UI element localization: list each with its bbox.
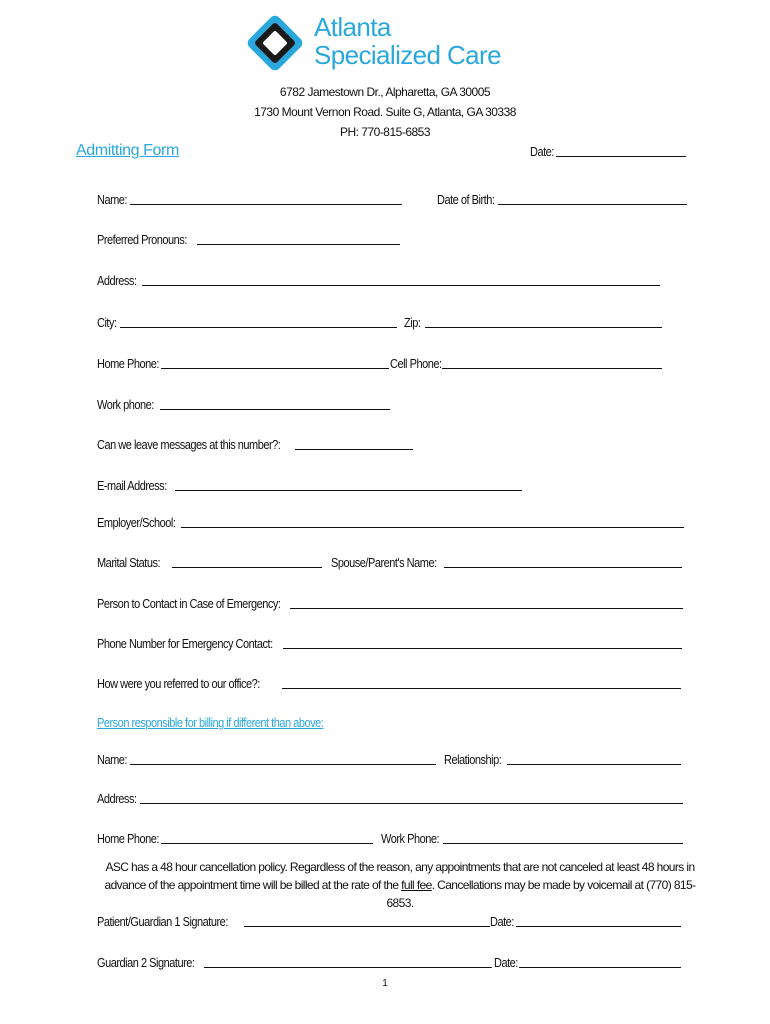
billing-name-field[interactable] (130, 764, 436, 765)
marital-label: Marital Status: (97, 556, 161, 570)
emergency-contact-field[interactable] (290, 608, 683, 609)
relationship-field[interactable] (507, 764, 681, 765)
dob-field[interactable] (498, 204, 687, 205)
address-field[interactable] (142, 285, 660, 286)
emergency-contact-label: Person to Contact in Case of Emergency: (97, 597, 281, 611)
billing-address-field[interactable] (140, 803, 683, 804)
dob-label: Date of Birth: (437, 193, 495, 207)
name-label: Name: (97, 193, 127, 207)
referred-label: How were you referred to our office?: (97, 677, 260, 691)
diamond-square-logo-icon (240, 8, 310, 78)
billing-work-phone-label: Work Phone: (381, 832, 440, 846)
billing-heading: Person responsible for billing if different than above: (97, 716, 324, 730)
logo-line-1: Atlanta (314, 12, 391, 42)
referred-field[interactable] (282, 688, 681, 689)
logo-line-2: Specialized Care (314, 40, 501, 70)
signature-1-date-field[interactable] (516, 926, 681, 927)
zip-field[interactable] (425, 327, 662, 328)
email-field[interactable] (175, 490, 522, 491)
pronouns-label: Preferred Pronouns: (97, 233, 187, 247)
marital-field[interactable] (172, 567, 322, 568)
home-phone-field[interactable] (161, 368, 389, 369)
emergency-phone-field[interactable] (283, 648, 682, 649)
policy-text-1: ASC has a 48 hour cancellation policy. Regardless of the reason, any appointments that are not canceled at least 48 hours in advance of the appointment time will be billed at the rate of the (104, 860, 695, 892)
billing-address-label: Address: (97, 792, 137, 806)
email-label: E-mail Address: (97, 479, 167, 493)
spouse-field[interactable] (444, 567, 682, 568)
work-phone-field[interactable] (160, 409, 390, 410)
billing-name-label: Name: (97, 753, 127, 767)
phone-line: PH: 770-815-6853 (339, 125, 431, 139)
signature-2-label: Guardian 2 Signature: (97, 956, 195, 970)
date-field[interactable] (556, 156, 686, 157)
form-title: Admitting Form (76, 142, 179, 159)
billing-home-phone-label: Home Phone: (97, 832, 159, 846)
page-number: 1 (382, 978, 388, 989)
pronouns-field[interactable] (197, 244, 400, 245)
signature-2-field[interactable] (204, 967, 492, 968)
signature-1-field[interactable] (244, 926, 490, 927)
address-line-1: 6782 Jamestown Dr., Alpharetta, GA 30005 (279, 85, 491, 99)
messages-field[interactable] (295, 449, 413, 450)
home-phone-label: Home Phone: (97, 357, 159, 371)
city-label: City: (97, 316, 117, 330)
relationship-label: Relationship: (444, 753, 502, 767)
policy-full-fee: full fee (401, 878, 432, 892)
date-label: Date: (530, 145, 554, 159)
cell-phone-label: Cell Phone: (390, 357, 442, 371)
billing-home-phone-field[interactable] (161, 843, 373, 844)
signature-1-date-label: Date: (490, 915, 514, 929)
logo (240, 8, 540, 78)
signature-1-label: Patient/Guardian 1 Signature: (97, 915, 228, 929)
cancellation-policy (100, 858, 700, 912)
cell-phone-field[interactable] (442, 368, 662, 369)
address-label: Address: (97, 274, 137, 288)
address-line-2: 1730 Mount Vernon Road. Suite G, Atlanta, GA 30338 (254, 105, 516, 119)
emergency-phone-label: Phone Number for Emergency Contact: (97, 637, 273, 651)
zip-label: Zip: (404, 316, 421, 330)
spouse-label: Spouse/Parent's Name: (331, 556, 437, 570)
signature-2-date-field[interactable] (519, 967, 681, 968)
messages-label: Can we leave messages at this number?: (97, 438, 281, 452)
name-field[interactable] (130, 204, 402, 205)
work-phone-label: Work phone: (97, 398, 154, 412)
employer-field[interactable] (181, 527, 684, 528)
employer-label: Employer/School: (97, 516, 176, 530)
signature-2-date-label: Date: (494, 956, 518, 970)
policy-text-2: . Cancellations may be made by voicemail at (770) 815-6853. (386, 878, 696, 910)
city-field[interactable] (120, 327, 397, 328)
billing-work-phone-field[interactable] (443, 843, 683, 844)
